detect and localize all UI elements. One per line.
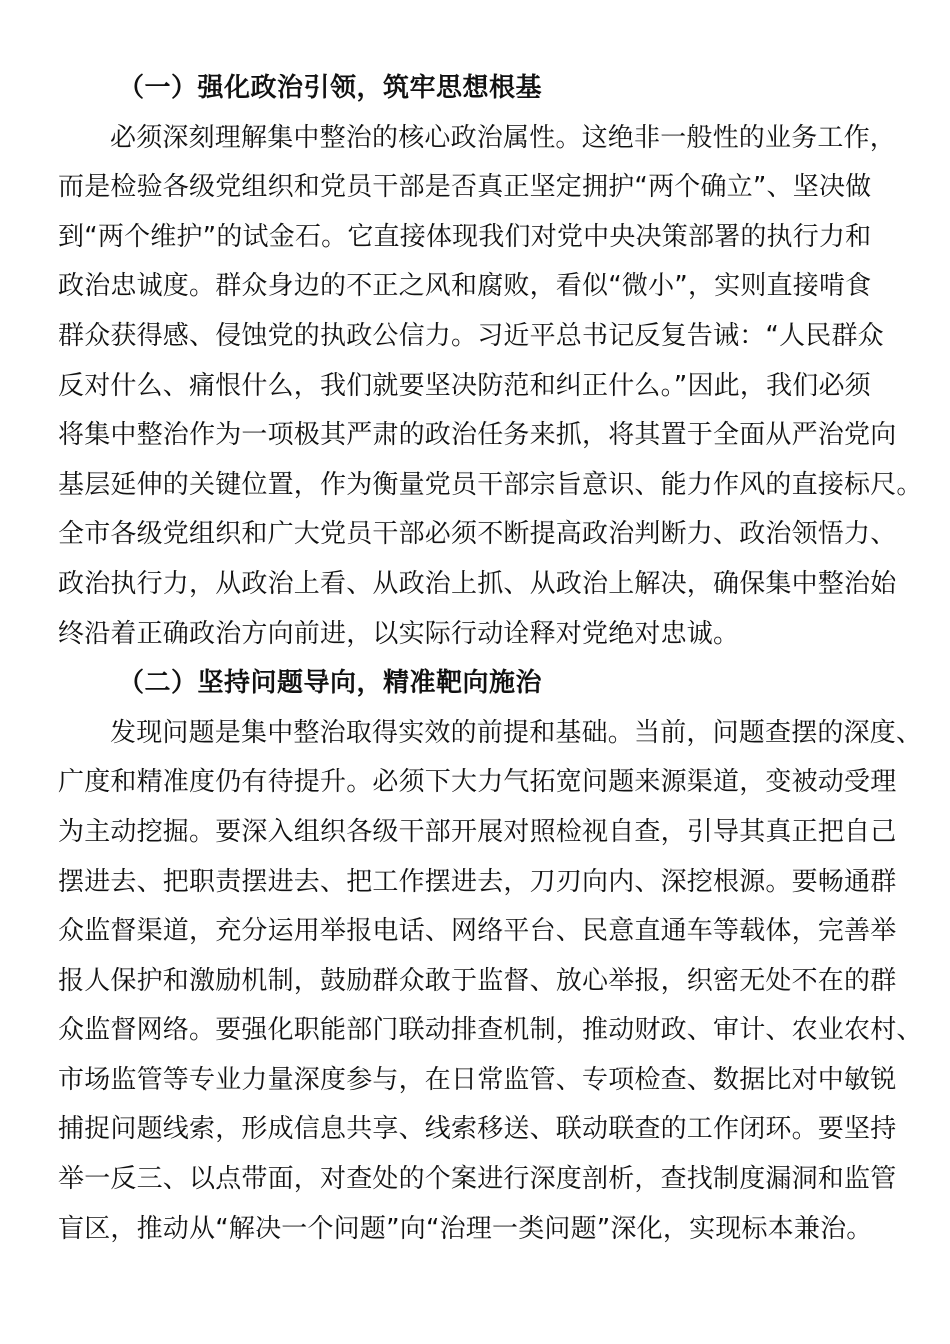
paragraph-line: 举一反三、以点带面，对查处的个案进行深度剖析，查找制度漏洞和监管	[58, 1164, 897, 1195]
section-heading: （二）坚持问题导向，精准靶向施治	[118, 668, 543, 699]
section-1	[58, 64, 923, 659]
paragraph-line: 捕捉问题线索，形成信息共享、线索移送、联动联查的工作闭环。要坚持	[58, 1114, 897, 1145]
paragraph-line: 而是检验各级党组织和党员干部是否真正坚定拥护“两个确立”、坚决做	[58, 172, 872, 203]
paragraph-line: 政治执行力，从政治上看、从政治上抓、从政治上解决，确保集中整治始	[58, 568, 897, 599]
paragraph-line: 为主动挖掘。要深入组织各级干部开展对照检视自查，引导其真正把自己	[58, 816, 897, 847]
paragraph-line: 摆进去、把职责摆进去、把工作摆进去，刀刃向内、深挖根源。要畅通群	[58, 866, 897, 897]
paragraph-line: 广度和精准度仍有待提升。必须下大力气拓宽问题来源渠道，变被动受理	[58, 767, 897, 798]
paragraph-line: 将集中整治作为一项极其严肃的政治任务来抓，将其置于全面从严治党向	[58, 420, 897, 451]
paragraph-line: 反对什么、痛恨什么，我们就要坚决防范和纠正什么。”因此，我们必须	[58, 370, 871, 401]
paragraph-line: 报人保护和激励机制，鼓励群众敢于监督、放心举报，织密无处不在的群	[58, 965, 897, 996]
paragraph-line: 到“两个维护”的试金石。它直接体现我们对党中央决策部署的执行力和	[58, 221, 872, 252]
paragraph-line: 全市各级党组织和广大党员干部必须不断提高政治判断力、政治领悟力、	[58, 519, 897, 550]
paragraph-line: 终沿着正确政治方向前进，以实际行动诠释对党绝对忠诚。	[58, 618, 740, 649]
section-heading: （一）强化政治引领，筑牢思想根基	[118, 73, 543, 103]
paragraph-line: 发现问题是集中整治取得实效的前提和基础。当前，问题查摆的深度、	[110, 717, 923, 748]
paragraph-line: 政治忠诚度。群众身边的不正之风和腐败，看似“微小”，实则直接啃食	[58, 271, 872, 302]
paragraph-line: 群众获得感、侵蚀党的执政公信力。习近平总书记反复告诫：“人民群众	[58, 320, 884, 351]
document-page	[58, 64, 923, 1254]
paragraph-line: 市场监管等专业力量深度参与，在日常监管、专项检查、数据比对中敏锐	[58, 1064, 897, 1095]
paragraph-line: 众监督网络。要强化职能部门联动排查机制，推动财政、审计、农业农村、	[58, 1015, 923, 1046]
section-2	[58, 659, 923, 1254]
paragraph-line: 必须深刻理解集中整治的核心政治属性。这绝非一般性的业务工作，	[110, 122, 897, 153]
paragraph-line: 盲区，推动从“解决一个问题”向“治理一类问题”深化，实现标本兼治。	[58, 1213, 873, 1244]
paragraph-line: 众监督渠道，充分运用举报电话、网络平台、民意直通车等载体，完善举	[58, 916, 897, 947]
paragraph-line: 基层延伸的关键位置，作为衡量党员干部宗旨意识、能力作风的直接标尺。	[58, 469, 923, 500]
